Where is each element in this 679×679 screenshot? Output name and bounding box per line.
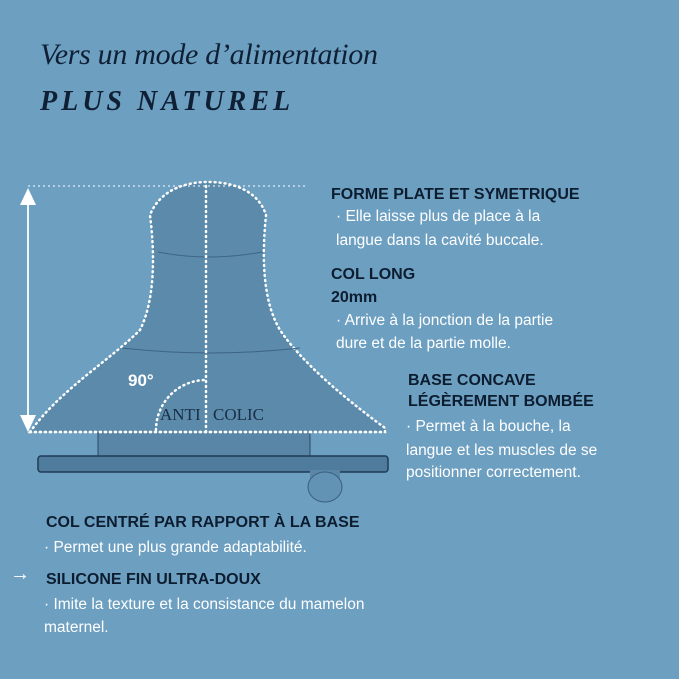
base-heading-2: LÉGÈREMENT BOMBÉE: [408, 393, 594, 410]
col-long-heading: COL LONG: [331, 266, 416, 283]
silicone-heading: SILICONE FIN ULTRA-DOUX: [46, 571, 261, 588]
title-line-2: PLUS NATUREL: [40, 86, 295, 117]
col-centre-line-1: · Permet une plus grande adaptabilité.: [44, 539, 307, 556]
forme-line-2: langue dans la cavité buccale.: [336, 232, 544, 249]
col-long-line-1: · Arrive à la jonction de la partie: [336, 312, 554, 329]
nipple-body: [30, 182, 385, 432]
nipple-flange: [38, 456, 388, 472]
angle-label: 90°: [128, 371, 154, 390]
col-long-line-2: dure et de la partie molle.: [336, 335, 511, 352]
anti-marking: ANTI: [160, 405, 201, 424]
silicone-line-2: maternel.: [44, 619, 109, 636]
silicone-line-1: · Imite la texture et la consistance du mamelon: [44, 596, 365, 613]
base-line-3: positionner correctement.: [406, 464, 581, 481]
base-line-2: langue et les muscles de se: [406, 442, 598, 459]
forme-line-1: · Elle laisse plus de place à la: [336, 208, 541, 225]
title-line-1: Vers un mode d’alimentation: [40, 38, 378, 71]
col-centre-heading: COL CENTRÉ PAR RAPPORT À LA BASE: [46, 514, 360, 531]
base-line-1: · Permet à la bouche, la: [406, 418, 571, 435]
height-arrow-top: [20, 188, 36, 205]
forme-heading: FORME PLATE ET SYMETRIQUE: [331, 186, 580, 203]
col-long-subheading: 20mm: [331, 289, 378, 306]
arrow-right-icon: →: [10, 563, 30, 585]
valve-tip: [308, 472, 342, 502]
base-heading-1: BASE CONCAVE: [408, 372, 536, 389]
colic-marking: COLIC: [213, 405, 264, 424]
